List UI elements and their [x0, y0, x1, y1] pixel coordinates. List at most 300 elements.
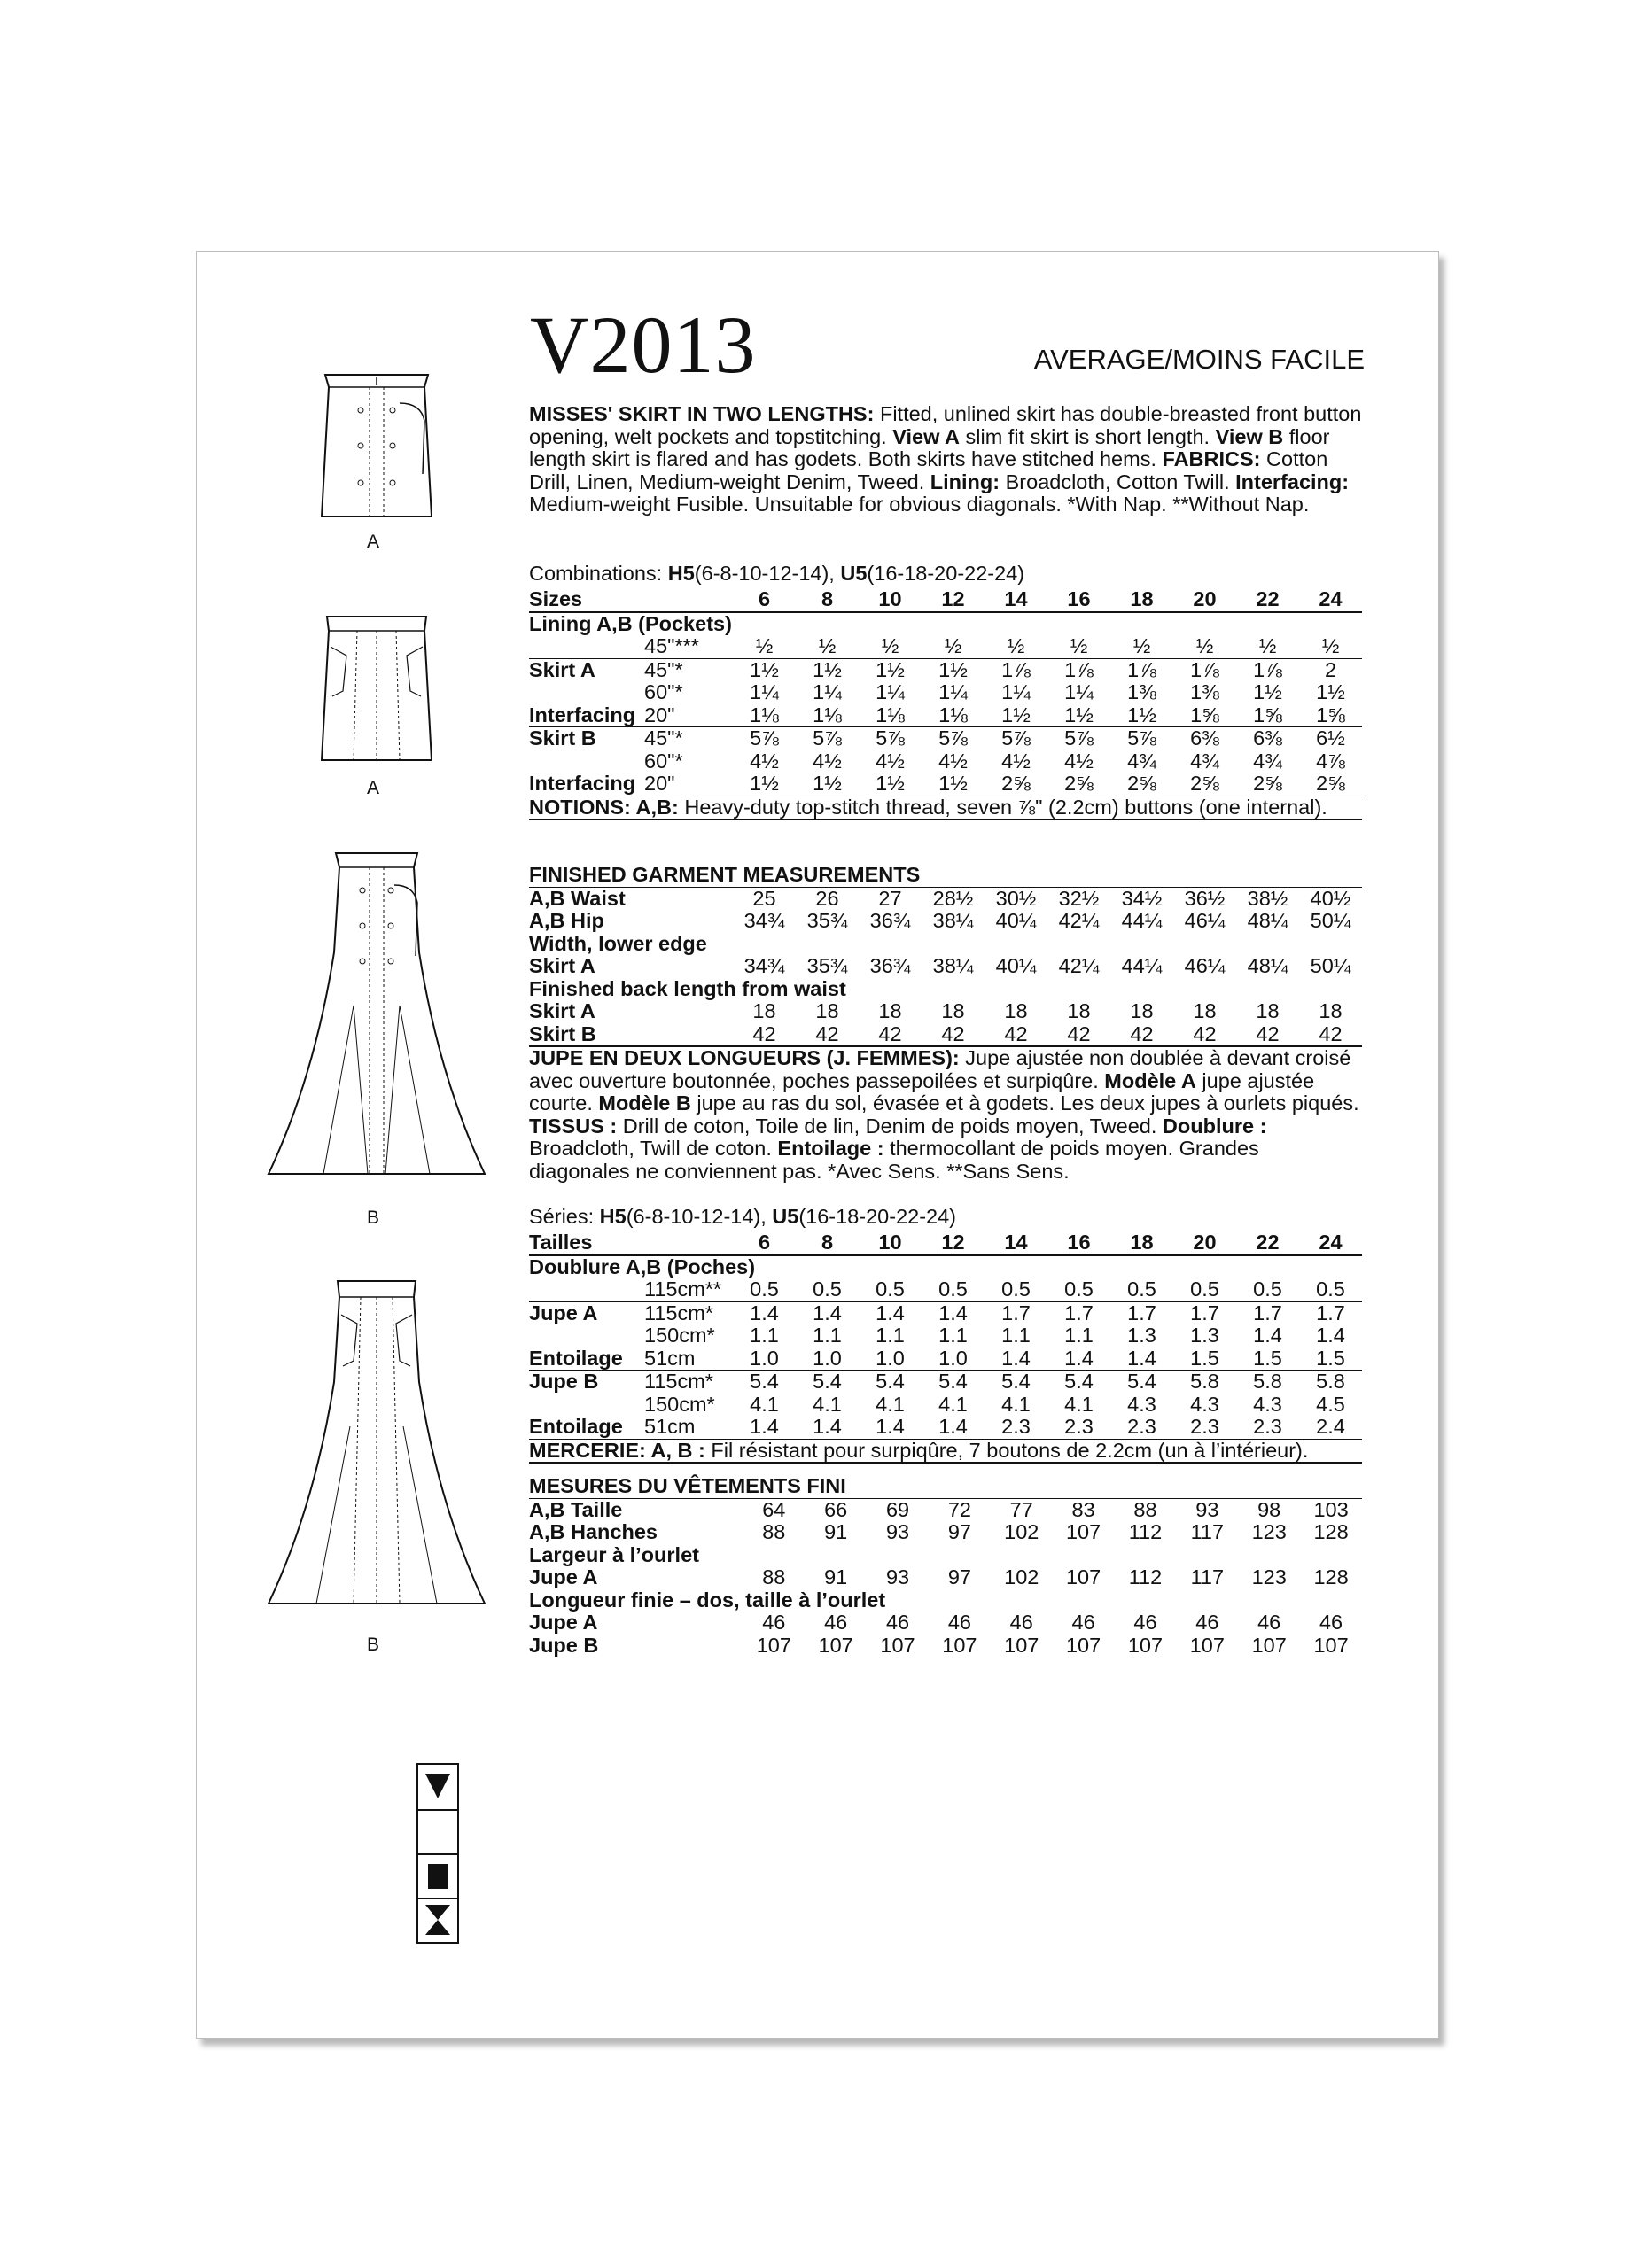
cell-value: 38¼: [932, 909, 974, 932]
cell-value: 107: [1127, 1633, 1164, 1657]
cell-value: 4.1: [876, 1392, 905, 1416]
cell-value: 5.8: [1316, 1370, 1345, 1393]
cell-value: ½: [1173, 635, 1236, 658]
description-en: [529, 403, 1362, 517]
cell-value: 1.1: [876, 1324, 905, 1347]
cell-value: 36¾: [869, 909, 911, 932]
view-label-a1: A: [366, 532, 379, 552]
cell-value: 4.1: [1064, 1392, 1094, 1416]
lining-row: [529, 635, 1362, 658]
row-label: Skirt A: [529, 657, 595, 681]
cell-value: 1¼: [813, 680, 842, 703]
cell-value: 1⅛: [859, 704, 922, 727]
cell-value: 69: [885, 1497, 910, 1521]
cell-value: 1½: [1253, 680, 1282, 703]
cell-value: 8: [796, 1231, 859, 1255]
cell-value: 1⅞: [1253, 657, 1282, 681]
cell-value: 107: [756, 1633, 791, 1657]
hip-row: [529, 910, 1362, 933]
cell-value: 98: [1257, 1497, 1281, 1521]
cell-value: 0.5: [922, 1278, 985, 1301]
width-heading: [529, 1544, 1362, 1567]
square-icon: [418, 1853, 457, 1899]
description-fr-text: jupe ajustée courte.: [529, 1068, 1315, 1115]
view-label-b2: B: [366, 1635, 379, 1655]
cell-value: 8: [796, 588, 859, 612]
lining-text: Broadcloth, Cotton Twill.: [1000, 470, 1236, 493]
cell-value: 2.3: [1047, 1416, 1110, 1439]
cell-value: 2: [1324, 657, 1337, 681]
cell-value: 123: [1251, 1520, 1287, 1543]
cell-value: 107: [1004, 1633, 1039, 1657]
length-heading: [529, 1589, 1362, 1612]
cell-value: 4½: [1064, 749, 1094, 773]
width-heading: [529, 933, 1362, 956]
cell-value: 102: [1004, 1565, 1039, 1588]
cell-value: 93: [1195, 1497, 1219, 1521]
row-label: Jupe A: [529, 1611, 598, 1634]
view-label-a2: A: [366, 778, 379, 798]
cell-value: 107: [1065, 1633, 1101, 1657]
interfacing-b-row: [529, 773, 1362, 796]
cell-value: 46: [1319, 1611, 1343, 1634]
row-label: Longueur finie – dos, taille à l’ourlet: [529, 1588, 886, 1612]
cell-value: ½: [796, 635, 859, 658]
cell-value: 18: [1067, 999, 1091, 1022]
cell-value: 50¼: [1310, 909, 1351, 932]
cell-value: 4.5: [1316, 1392, 1345, 1416]
doublure-text: Broadcloth, Twill de coton.: [529, 1137, 778, 1160]
cell-value: 2⅝: [1047, 773, 1110, 796]
cell-value: 5⅞: [876, 726, 905, 750]
cell-value: 0.5: [1236, 1278, 1299, 1301]
fabric-width: 51cm: [644, 1348, 733, 1371]
cell-value: 1⅞: [1001, 657, 1031, 681]
cell-value: 107: [1313, 1633, 1349, 1657]
h5-sizes: (6-8-10-12-14),: [694, 562, 841, 585]
cell-value: 1.0: [796, 1348, 859, 1371]
row-label: Tailles: [529, 1231, 644, 1255]
cell-value: 26: [815, 886, 839, 910]
fabric-width: 20": [644, 704, 733, 727]
skirt-b-row: [529, 750, 1362, 773]
cell-value: 18: [1130, 999, 1154, 1022]
cell-value: 40¼: [995, 954, 1037, 977]
blank-symbol: [418, 1809, 457, 1855]
cell-value: ½: [733, 635, 796, 658]
row-label: Entoilage: [529, 1348, 644, 1371]
cell-value: 1.7: [1316, 1301, 1345, 1324]
fabric-width: 45"*: [644, 657, 683, 681]
cell-value: 1.1: [750, 1324, 779, 1347]
row-label: Skirt A: [529, 999, 595, 1022]
notions-row: [529, 796, 1362, 819]
view-a-back-drawing: [315, 611, 439, 766]
cell-value: 0.5: [796, 1278, 859, 1301]
row-label: Lining A,B (Pockets): [529, 611, 732, 635]
cell-value: ½: [1236, 635, 1299, 658]
cell-value: 107: [1189, 1633, 1225, 1657]
cell-value: 18: [1256, 999, 1280, 1022]
cell-value: 1.4: [733, 1416, 796, 1439]
cell-value: 22: [1236, 588, 1299, 612]
cell-value: 2⅝: [1299, 773, 1362, 796]
cell-value: 1.4: [1110, 1348, 1173, 1371]
row-label: Interfacing: [529, 704, 644, 727]
cell-value: 6½: [1316, 726, 1345, 750]
jupe-a-row: [529, 1301, 1362, 1324]
u5-code: U5: [772, 1205, 799, 1228]
cell-value: 42: [733, 1023, 796, 1047]
cell-value: 34¾: [743, 909, 785, 932]
fabrics-label: FABRICS:: [1162, 447, 1261, 470]
yardage-chart-en: [529, 588, 1362, 820]
fabric-width: [658, 1498, 743, 1521]
cell-value: 46: [762, 1611, 786, 1634]
cell-value: 1¼: [876, 680, 905, 703]
row-label: Largeur à l’ourlet: [529, 1542, 699, 1566]
row-label: Width, lower edge: [529, 931, 707, 955]
description-en-text: Fitted, unlined skirt has double-breasted front button opening, welt pockets and topstitching.: [529, 402, 1362, 448]
cell-value: 5.4: [876, 1370, 905, 1393]
lining-heading: [529, 1255, 1362, 1279]
jupe-b-row: [529, 1371, 1362, 1394]
u5-sizes: (16-18-20-22-24): [867, 562, 1025, 585]
cell-value: 4.1: [750, 1392, 779, 1416]
view-a-label: View A: [892, 424, 960, 448]
u5-sizes: (16-18-20-22-24): [798, 1205, 956, 1228]
cell-value: 4.3: [1127, 1392, 1156, 1416]
cell-value: 18: [1319, 999, 1343, 1022]
fabric-width: 115cm**: [644, 1278, 733, 1301]
cell-value: 0.5: [1173, 1278, 1236, 1301]
cell-value: 93: [885, 1565, 910, 1588]
fabric-width: 51cm: [644, 1416, 733, 1439]
combinations-en: [529, 562, 1024, 586]
cell-value: 5⅞: [1064, 726, 1094, 750]
cell-value: 46¼: [1184, 954, 1226, 977]
cell-value: 1⅞: [1127, 657, 1156, 681]
combinations-prefix: Combinations:: [529, 562, 668, 585]
cell-value: 1.3: [1127, 1324, 1156, 1347]
notions-label: MERCERIE: A, B :: [529, 1438, 705, 1462]
cell-value: 18: [1193, 999, 1217, 1022]
cell-value: 30½: [995, 886, 1037, 910]
cell-value: 1½: [859, 773, 922, 796]
cell-value: 42: [1110, 1023, 1173, 1047]
view-b-front-drawing: [261, 846, 492, 1187]
measurements-chart-fr: [529, 1475, 1362, 1657]
row-label: A,B Hip: [529, 909, 604, 932]
cell-value: 1.7: [1127, 1301, 1156, 1324]
row-label: Skirt B: [529, 726, 596, 750]
cell-value: 46: [1195, 1611, 1219, 1634]
cell-value: 1⅛: [922, 704, 985, 727]
cell-value: 5⅞: [1001, 726, 1031, 750]
cell-value: 4.3: [1190, 1392, 1219, 1416]
description-fr-text: jupe au ras du sol, évasée et à godets. Les deux jupes à ourlets piqués.: [690, 1091, 1359, 1115]
cell-value: 1⅝: [1173, 704, 1236, 727]
length-b-row: [529, 1023, 1362, 1047]
cell-value: 4½: [1001, 749, 1031, 773]
cell-value: 42: [1299, 1023, 1362, 1047]
sizes-row: [529, 588, 1362, 612]
cell-value: 6: [733, 588, 796, 612]
cell-value: 1½: [985, 704, 1047, 727]
cell-value: 1⅝: [1236, 704, 1299, 727]
cell-value: 27: [878, 886, 902, 910]
cell-value: 42: [1173, 1023, 1236, 1047]
cell-value: 1¼: [750, 680, 779, 703]
cell-value: 0.5: [985, 1278, 1047, 1301]
skirt-a-row: [529, 658, 1362, 681]
cell-value: 1¼: [1001, 680, 1031, 703]
cell-value: 1.7: [1001, 1301, 1031, 1324]
cell-value: 1⅜: [1190, 680, 1219, 703]
cell-value: 42: [922, 1023, 985, 1047]
cell-value: 1⅛: [733, 704, 796, 727]
length-a-row: [529, 1612, 1362, 1635]
cell-value: 1½: [813, 657, 842, 681]
cell-value: 46: [1133, 1611, 1157, 1634]
difficulty-level: AVERAGE/MOINS FACILE: [1033, 344, 1365, 375]
row-label: MESURES DU VÊTEMENTS FINI: [529, 1475, 1362, 1498]
cell-value: 107: [1065, 1565, 1101, 1588]
cell-value: 4½: [750, 749, 779, 773]
cell-value: 4¾: [1253, 749, 1282, 773]
waist-row: [529, 1498, 1362, 1521]
cell-value: 50¼: [1310, 954, 1351, 977]
cell-value: ½: [1047, 635, 1110, 658]
cell-value: 46: [824, 1611, 848, 1634]
cell-value: 5.4: [750, 1370, 779, 1393]
fabric-width: 60"*: [644, 680, 683, 703]
cell-value: 1.4: [922, 1416, 985, 1439]
cell-value: 42¼: [1058, 909, 1100, 932]
cell-value: 38¼: [932, 954, 974, 977]
fabric-width: [658, 1566, 743, 1589]
cell-value: 2.3: [985, 1416, 1047, 1439]
cell-value: 1¼: [1064, 680, 1094, 703]
cell-value: 1.4: [813, 1301, 842, 1324]
width-a-row: [529, 1566, 1362, 1589]
cell-value: 1.1: [813, 1324, 842, 1347]
row-label: Jupe A: [529, 1301, 598, 1324]
cell-value: 1.1: [1064, 1324, 1094, 1347]
lining-label: Lining:: [930, 470, 1000, 493]
row-label: Interfacing: [529, 773, 644, 796]
cell-value: 1⅞: [1190, 657, 1219, 681]
cell-value: ½: [922, 635, 985, 658]
h5-sizes: (6-8-10-12-14),: [626, 1205, 773, 1228]
cell-value: 1.7: [1253, 1301, 1282, 1324]
description-en-text: floor length skirt is flared and has godets. Both skirts have stitched hems.: [529, 424, 1330, 470]
entoilage-text: thermocollant de poids moyen. Grandes diagonales ne conviennent pas. *Avec Sens. **Sans Sens.: [529, 1137, 1259, 1183]
description-en-text: slim fit skirt is short length.: [959, 424, 1216, 448]
length-a-row: [529, 1000, 1362, 1023]
row-label: [529, 750, 644, 773]
view-label-b1: B: [366, 1208, 379, 1228]
cell-value: 35¾: [806, 909, 848, 932]
fabric-width: 115cm*: [644, 1370, 713, 1393]
cell-value: 1¼: [938, 680, 968, 703]
cell-value: 5⅞: [813, 726, 842, 750]
row-label: Sizes: [529, 588, 644, 612]
doublure-label: Doublure :: [1162, 1114, 1267, 1138]
row-label: Jupe B: [529, 1633, 599, 1657]
cell-value: 36¾: [869, 954, 911, 977]
notions-text: Heavy-duty top-stitch thread, seven ⅞" (2.2cm) buttons (one internal).: [678, 795, 1327, 819]
row-label: [529, 1324, 644, 1348]
cell-value: 107: [942, 1633, 977, 1657]
fabric-width: [644, 1023, 733, 1047]
cell-value: 32½: [1058, 886, 1100, 910]
tissus-text: Drill de coton, Toile de lin, Denim de poids moyen, Tweed.: [617, 1114, 1163, 1138]
row-label: FINISHED GARMENT MEASUREMENTS: [529, 864, 1362, 887]
notation-symbols: [416, 1763, 459, 1944]
cell-value: 0.5: [733, 1278, 796, 1301]
fabric-width: 45"***: [644, 635, 733, 658]
u5-code: U5: [840, 562, 868, 585]
cell-value: ½: [985, 635, 1047, 658]
cell-value: 1.4: [859, 1416, 922, 1439]
view-a-front-drawing: [315, 368, 439, 523]
cell-value: 4.1: [1001, 1392, 1031, 1416]
measurements-heading: [529, 1475, 1362, 1498]
cell-value: 97: [947, 1565, 971, 1588]
cell-value: 66: [824, 1497, 848, 1521]
row-label: Jupe A: [529, 1565, 598, 1588]
skirt-a-row: [529, 681, 1362, 704]
fabrics-text: Cotton Drill, Linen, Medium-weight Denim, Tweed.: [529, 447, 1328, 493]
cell-value: 83: [1071, 1497, 1095, 1521]
description-en-title: MISSES' SKIRT IN TWO LENGTHS:: [529, 402, 875, 425]
fabric-width: [658, 1521, 743, 1544]
lining-heading: [529, 612, 1362, 636]
cell-value: 1½: [750, 657, 779, 681]
cell-value: 4¾: [1127, 749, 1156, 773]
h5-code: H5: [599, 1205, 627, 1228]
cell-value: 1.0: [922, 1348, 985, 1371]
cell-value: 46: [885, 1611, 910, 1634]
cell-value: 18: [1110, 1231, 1173, 1255]
cell-value: 35¾: [806, 954, 848, 977]
entoilage-a-row: [529, 1348, 1362, 1371]
row-label: Finished back length from waist: [529, 976, 846, 1000]
cell-value: 46: [1009, 1611, 1033, 1634]
fabric-width: 150cm*: [644, 1392, 715, 1416]
cell-value: 48¼: [1247, 909, 1288, 932]
cell-value: 6: [733, 1231, 796, 1255]
cell-value: 1.4: [750, 1301, 779, 1324]
cell-value: 1½: [1047, 704, 1110, 727]
cell-value: ½: [859, 635, 922, 658]
cell-value: ½: [1299, 635, 1362, 658]
cell-value: 107: [1251, 1633, 1287, 1657]
notions-text: Fil résistant pour surpiqûre, 7 boutons de 2.2cm (un à l’intérieur).: [704, 1438, 1309, 1462]
cell-value: 91: [824, 1565, 848, 1588]
cell-value: 2⅝: [985, 773, 1047, 796]
cell-value: 103: [1313, 1497, 1349, 1521]
cell-value: 123: [1251, 1565, 1287, 1588]
cell-value: 0.5: [1047, 1278, 1110, 1301]
row-label: Jupe B: [529, 1370, 599, 1393]
cell-value: 18: [878, 999, 902, 1022]
cell-value: 4½: [876, 749, 905, 773]
cell-value: 5.4: [1127, 1370, 1156, 1393]
cell-value: 2⅝: [1173, 773, 1236, 796]
cell-value: 4⅞: [1316, 749, 1345, 773]
cell-value: 5.8: [1190, 1370, 1219, 1393]
cell-value: 46¼: [1184, 909, 1226, 932]
cell-value: 4.1: [938, 1392, 968, 1416]
cell-value: 1.5: [1236, 1348, 1299, 1371]
cell-value: 48¼: [1247, 954, 1288, 977]
cell-value: 1½: [796, 773, 859, 796]
cell-value: 1.7: [1064, 1301, 1094, 1324]
fabric-width: [644, 1000, 733, 1023]
description-fr-title: JUPE EN DEUX LONGUEURS (J. FEMMES):: [529, 1046, 960, 1069]
cell-value: 34½: [1121, 886, 1163, 910]
cell-value: 46: [1071, 1611, 1095, 1634]
cell-value: 1.0: [859, 1348, 922, 1371]
cell-value: 77: [1009, 1497, 1033, 1521]
combinations-prefix: Séries:: [529, 1205, 600, 1228]
cell-value: 6⅜: [1253, 726, 1282, 750]
cell-value: 128: [1313, 1565, 1349, 1588]
cell-value: 1⅝: [1299, 704, 1362, 727]
cell-value: 20: [1173, 588, 1236, 612]
yardage-chart-fr: [529, 1231, 1362, 1464]
hip-row: [529, 1521, 1362, 1544]
cell-value: 24: [1299, 588, 1362, 612]
row-label: [529, 1394, 644, 1417]
cell-value: 5.4: [1064, 1370, 1094, 1393]
cell-value: 10: [859, 1231, 922, 1255]
fabric-width: [644, 1231, 733, 1255]
cell-value: 0.5: [1110, 1278, 1173, 1301]
cell-value: 2⅝: [1236, 773, 1299, 796]
cell-value: 1.5: [1299, 1348, 1362, 1371]
cell-value: 128: [1313, 1520, 1349, 1543]
cell-value: 1⅛: [796, 704, 859, 727]
interfacing-text: Medium-weight Fusible. Unsuitable for obvious diagonals. *With Nap. **Without Nap.: [529, 493, 1310, 516]
triangle-down-icon: [418, 1765, 457, 1811]
cell-value: 1.4: [938, 1301, 968, 1324]
cell-value: 16: [1047, 588, 1110, 612]
row-label: A,B Waist: [529, 886, 626, 910]
cell-value: 44¼: [1121, 909, 1163, 932]
cell-value: 44¼: [1121, 954, 1163, 977]
cell-value: 38½: [1247, 886, 1288, 910]
entoilage-b-row: [529, 1416, 1362, 1439]
cell-value: ½: [1110, 635, 1173, 658]
cell-value: 42: [1047, 1023, 1110, 1047]
length-heading: [529, 978, 1362, 1001]
jupe-a-row: [529, 1324, 1362, 1348]
combinations-fr: [529, 1205, 956, 1229]
row-label: Entoilage: [529, 1416, 644, 1439]
cell-value: 10: [859, 588, 922, 612]
cell-value: 107: [818, 1633, 853, 1657]
cell-value: 1.0: [733, 1348, 796, 1371]
measurements-heading: [529, 864, 1362, 887]
cell-value: 18: [752, 999, 776, 1022]
tissus-label: TISSUS :: [529, 1114, 618, 1138]
cell-value: 1.4: [985, 1348, 1047, 1371]
description-fr: [529, 1047, 1362, 1183]
cell-value: 16: [1047, 1231, 1110, 1255]
